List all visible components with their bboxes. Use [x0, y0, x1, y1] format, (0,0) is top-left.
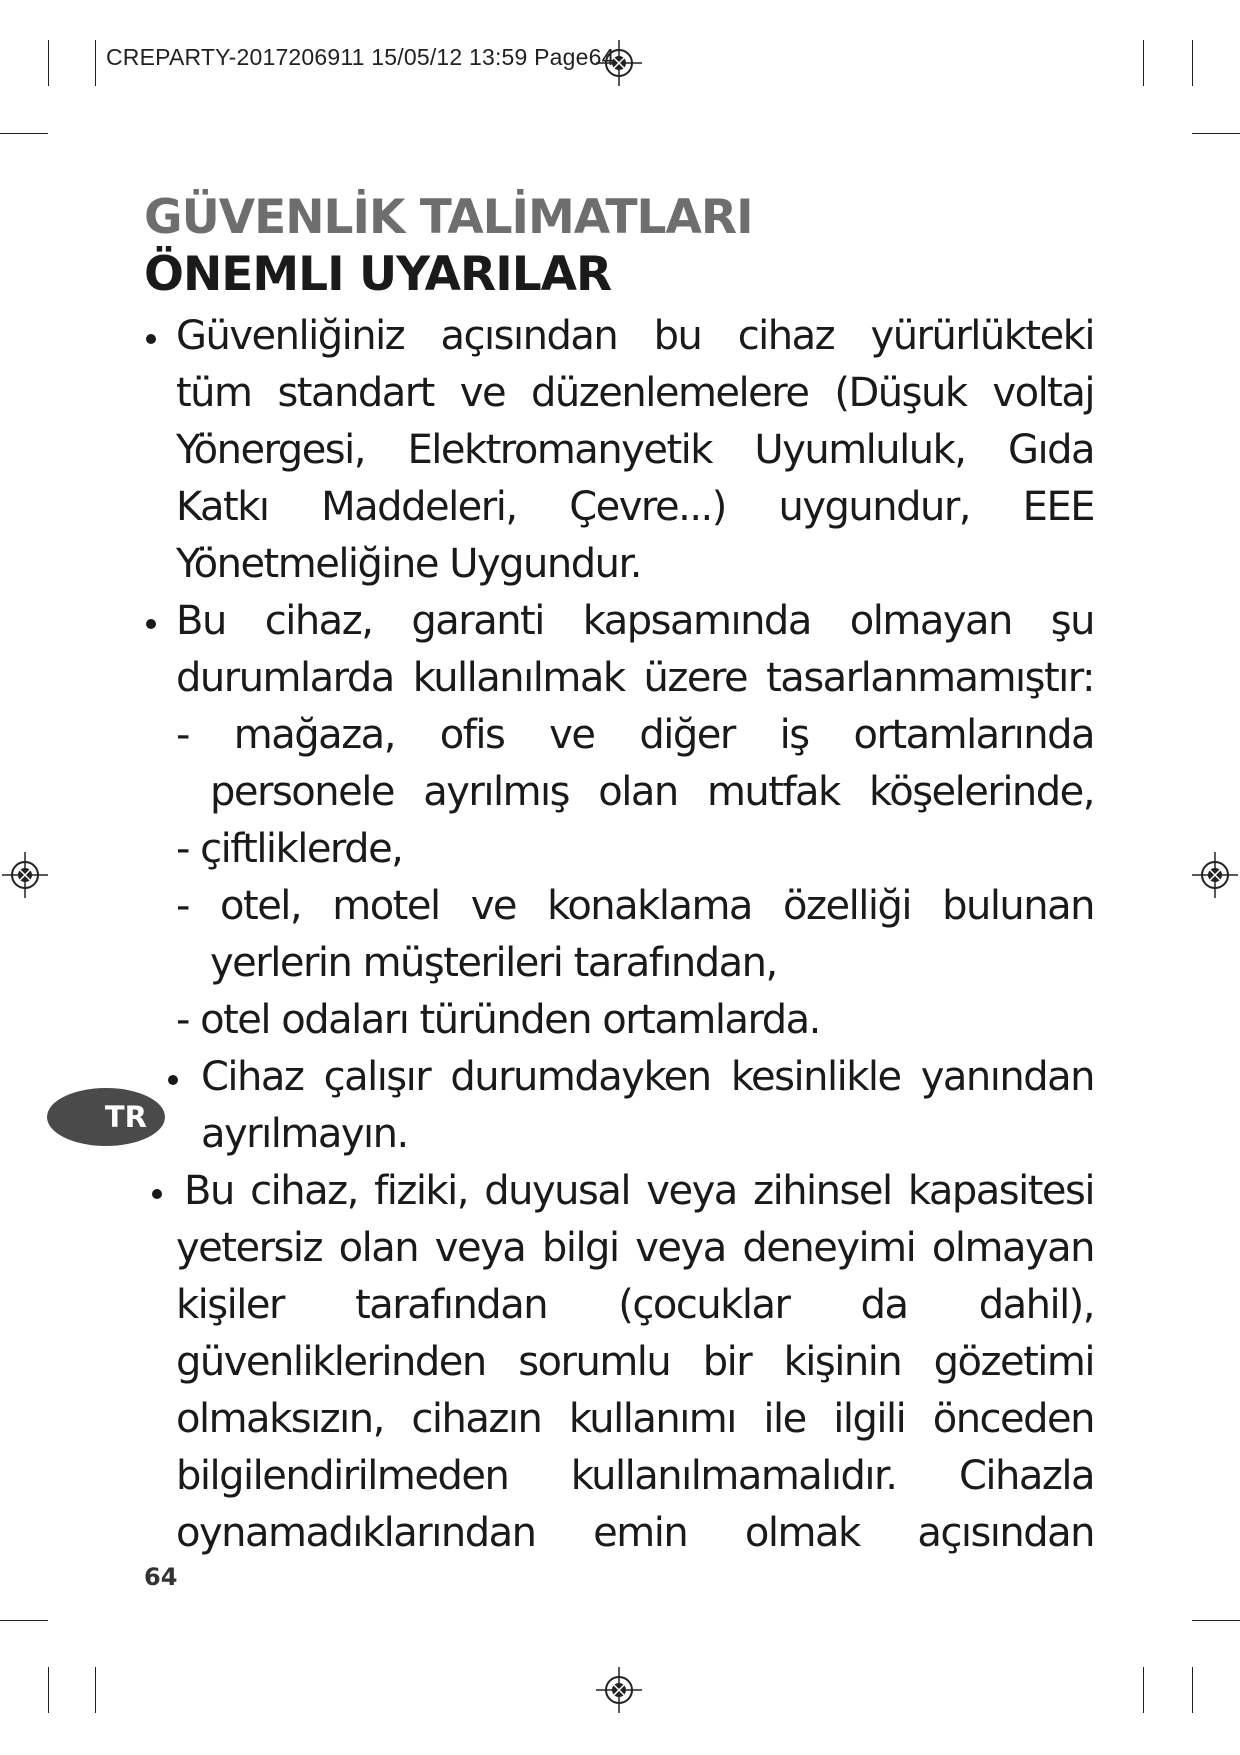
crop-mark: [1143, 40, 1144, 86]
text-line: - mağaza, ofis ve diğer iş ortamlarında: [176, 712, 1094, 758]
registration-mark-icon: [596, 1667, 642, 1713]
language-badge: TR: [47, 1088, 165, 1146]
page-title: GÜVENLİK TALİMATLARI: [144, 190, 753, 245]
text-line: yetersiz olan veya bilgi veya deneyimi olmayan: [176, 1225, 1094, 1271]
bullet: [168, 1075, 178, 1085]
crop-mark: [1192, 1620, 1240, 1621]
registration-mark-icon: [2, 852, 48, 898]
text-line: durumlarda kullanılmak üzere tasarlanmamıştır:: [176, 655, 1094, 701]
registration-mark-icon: [1192, 852, 1238, 898]
crop-mark: [48, 40, 49, 86]
crop-mark: [1192, 133, 1240, 134]
text-line: ayrılmayın.: [201, 1111, 408, 1157]
crop-mark: [95, 40, 96, 86]
print-slug: CREPARTY-2017206911 15/05/12 13:59 Page64: [106, 44, 615, 70]
text-line: personele ayrılmış olan mutfak köşelerinde,: [210, 769, 1094, 815]
page-subtitle: ÖNEMLI UYARILAR: [144, 247, 612, 302]
text-line: - otel odaları türünden ortamlarda.: [176, 997, 820, 1043]
page-number: 64: [144, 1563, 178, 1591]
text-line: Bu cihaz, fiziki, duyusal veya zihinsel kapasitesi: [144, 1163, 1094, 1220]
text-line: - otel, motel ve konaklama özelliği bulunan: [176, 883, 1094, 929]
text-line: Yönetmeliğine Uygundur.: [176, 541, 641, 587]
bullet: [152, 1189, 162, 1199]
text-line: bilgilendirilmeden kullanılmamalıdır. Cihazla: [176, 1453, 1094, 1499]
bullet: [146, 334, 156, 344]
text-line: Cihaz çalışır durumdayken kesinlikle yanından: [144, 1049, 1094, 1106]
crop-mark: [0, 133, 48, 134]
text-line: tüm standart ve düzenlemelere (Düşuk voltaj: [176, 370, 1094, 416]
crop-mark: [48, 1667, 49, 1713]
text-line: kişiler tarafından (çocuklar da dahil),: [176, 1282, 1094, 1328]
text-line: yerlerin müşterileri tarafından,: [210, 940, 777, 986]
crop-mark: [1192, 40, 1193, 86]
text-line: oynamadıklarından emin olmak açısından: [176, 1510, 1094, 1556]
crop-mark: [95, 1667, 96, 1713]
crop-mark: [1192, 1667, 1193, 1713]
text-line: Güvenliğiniz açısından bu cihaz yürürlükteki: [144, 308, 1094, 365]
text-line: olmaksızın, cihazın kullanımı ile ilgili önceden: [176, 1396, 1094, 1442]
bullet: [146, 619, 156, 629]
text-line: güvenliklerinden sorumlu bir kişinin gözetimi: [176, 1339, 1094, 1385]
instructions-body: [144, 308, 1094, 1562]
text-line: Yönergesi, Elektromanyetik Uyumluluk, Gıda: [176, 427, 1094, 473]
text-line: - çiftliklerde,: [176, 826, 403, 872]
text-line: Bu cihaz, garanti kapsamında olmayan şu: [144, 593, 1094, 650]
text-line: Katkı Maddeleri, Çevre...) uygundur, EEE: [176, 484, 1094, 530]
crop-mark: [1143, 1667, 1144, 1713]
crop-mark: [0, 1620, 48, 1621]
